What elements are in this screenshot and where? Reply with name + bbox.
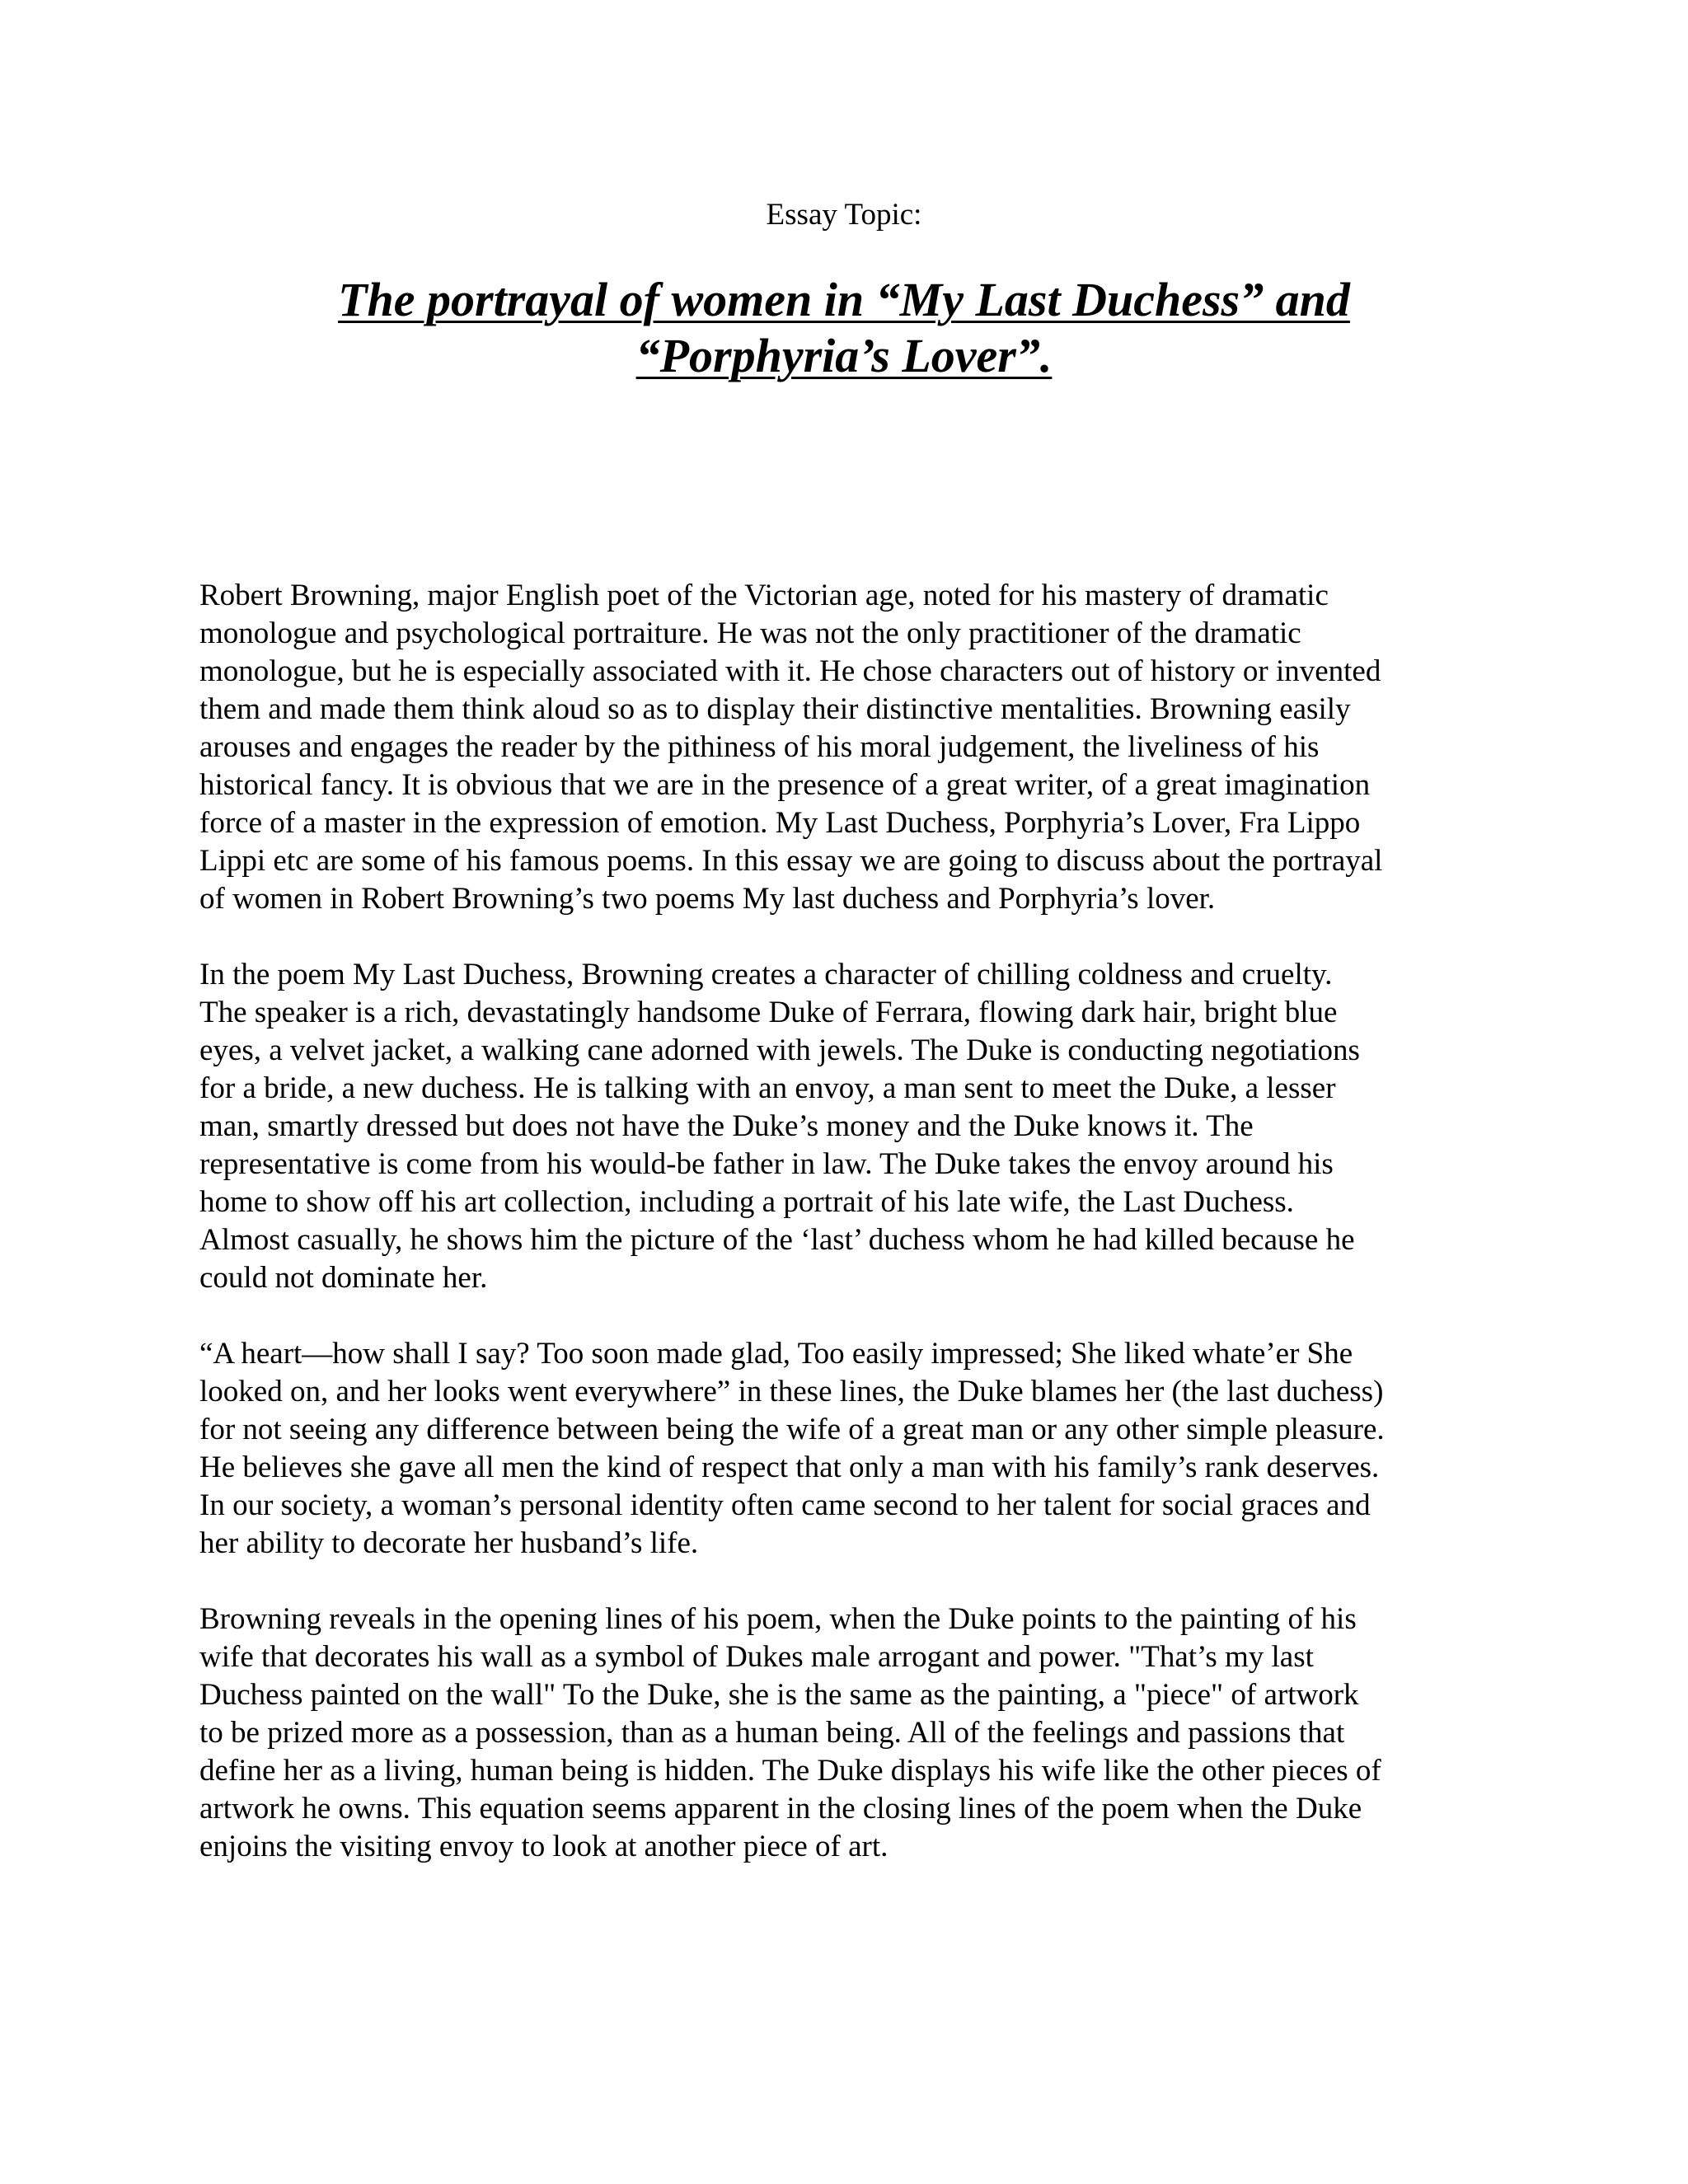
text-line: He believes she gave all men the kind of respect that only a man with his family’s rank deserves.	[199, 1451, 1380, 1484]
text-line: representative is come from his would-be father in law. The Duke takes the envoy around his	[199, 1147, 1334, 1181]
text-line: her ability to decorate her husband’s life.	[199, 1526, 699, 1560]
paragraph-quote	[199, 1335, 1518, 1563]
text-line: define her as a living, human being is hidden. The Duke displays his wife like the other pieces of	[199, 1754, 1381, 1788]
text-line: In the poem My Last Duchess, Browning creates a character of chilling coldness and cruelty.	[199, 958, 1333, 991]
text-line: for a bride, a new duchess. He is talking with an envoy, a man sent to meet the Duke, a lesser	[199, 1071, 1336, 1105]
text-line: “A heart—how shall I say? Too soon made glad, Too easily impressed; She liked whate’er She	[199, 1337, 1353, 1371]
text-line: of women in Robert Browning’s two poems My last duchess and Porphyria’s lover.	[199, 882, 1216, 916]
text-line: Browning reveals in the opening lines of his poem, when the Duke points to the painting of his	[199, 1602, 1357, 1636]
text-line: artwork he owns. This equation seems apparent in the closing lines of the poem when the Duke	[199, 1792, 1362, 1825]
essay-title	[247, 272, 1441, 384]
text-line: for not seeing any difference between being the wife of a great man or any other simple pleasure.	[199, 1413, 1385, 1446]
essay-title-line: “Porphyria’s Lover”.	[635, 329, 1053, 382]
text-line: Duchess painted on the wall" To the Duke, she is the same as the painting, a "piece" of artwork	[199, 1678, 1359, 1712]
text-line: wife that decorates his wall as a symbol of Dukes male arrogant and power. "That’s my last	[199, 1640, 1314, 1674]
text-line: Lippi etc are some of his famous poems. In this essay we are going to discuss about the portrayal	[199, 844, 1383, 878]
text-line: enjoins the visiting envoy to look at another piece of art.	[199, 1830, 889, 1863]
text-line: eyes, a velvet jacket, a walking cane adorned with jewels. The Duke is conducting negotiations	[199, 1033, 1360, 1067]
text-line: arouses and engages the reader by the pithiness of his moral judgement, the liveliness of his	[199, 730, 1320, 764]
text-line: looked on, and her looks went everywhere” in these lines, the Duke blames her (the last duchess)	[199, 1375, 1384, 1408]
text-line: man, smartly dressed but does not have the Duke’s money and the Duke knows it. The	[199, 1109, 1254, 1143]
text-line: monologue, but he is especially associated with it. He chose characters out of history or invented	[199, 654, 1381, 688]
text-line: In our society, a woman’s personal identity often came second to her talent for social graces and	[199, 1488, 1371, 1522]
text-line: to be prized more as a possession, than as a human being. All of the feelings and passions that	[199, 1716, 1345, 1750]
essay-topic-label: Essay Topic:	[766, 198, 922, 232]
text-line: historical fancy. It is obvious that we are in the presence of a great writer, of a great imagination	[199, 768, 1371, 802]
paragraph-duke	[199, 956, 1518, 1297]
text-line: The speaker is a rich, devastatingly handsome Duke of Ferrara, flowing dark hair, bright blue	[199, 996, 1338, 1029]
text-line: home to show off his art collection, including a portrait of his late wife, the Last Duchess.	[199, 1185, 1294, 1219]
text-line: Robert Browning, major English poet of the Victorian age, noted for his mastery of dramatic	[199, 579, 1329, 612]
text-line: monologue and psychological portraiture. He was not the only practitioner of the dramatic	[199, 616, 1301, 650]
text-line: them and made them think aloud so as to display their distinctive mentalities. Browning easily	[199, 692, 1351, 726]
paragraph-intro	[199, 577, 1518, 918]
text-line: force of a master in the expression of emotion. My Last Duchess, Porphyria’s Lover, Fra Lippo	[199, 806, 1361, 840]
text-line: could not dominate her.	[199, 1261, 488, 1295]
text-line: Almost casually, he shows him the picture of the ‘last’ duchess whom he had killed because he	[199, 1223, 1355, 1257]
essay-title-line: The portrayal of women in “My Last Duchess” and	[338, 273, 1350, 326]
paragraph-painting	[199, 1601, 1518, 1866]
essay-body	[199, 577, 1518, 1904]
